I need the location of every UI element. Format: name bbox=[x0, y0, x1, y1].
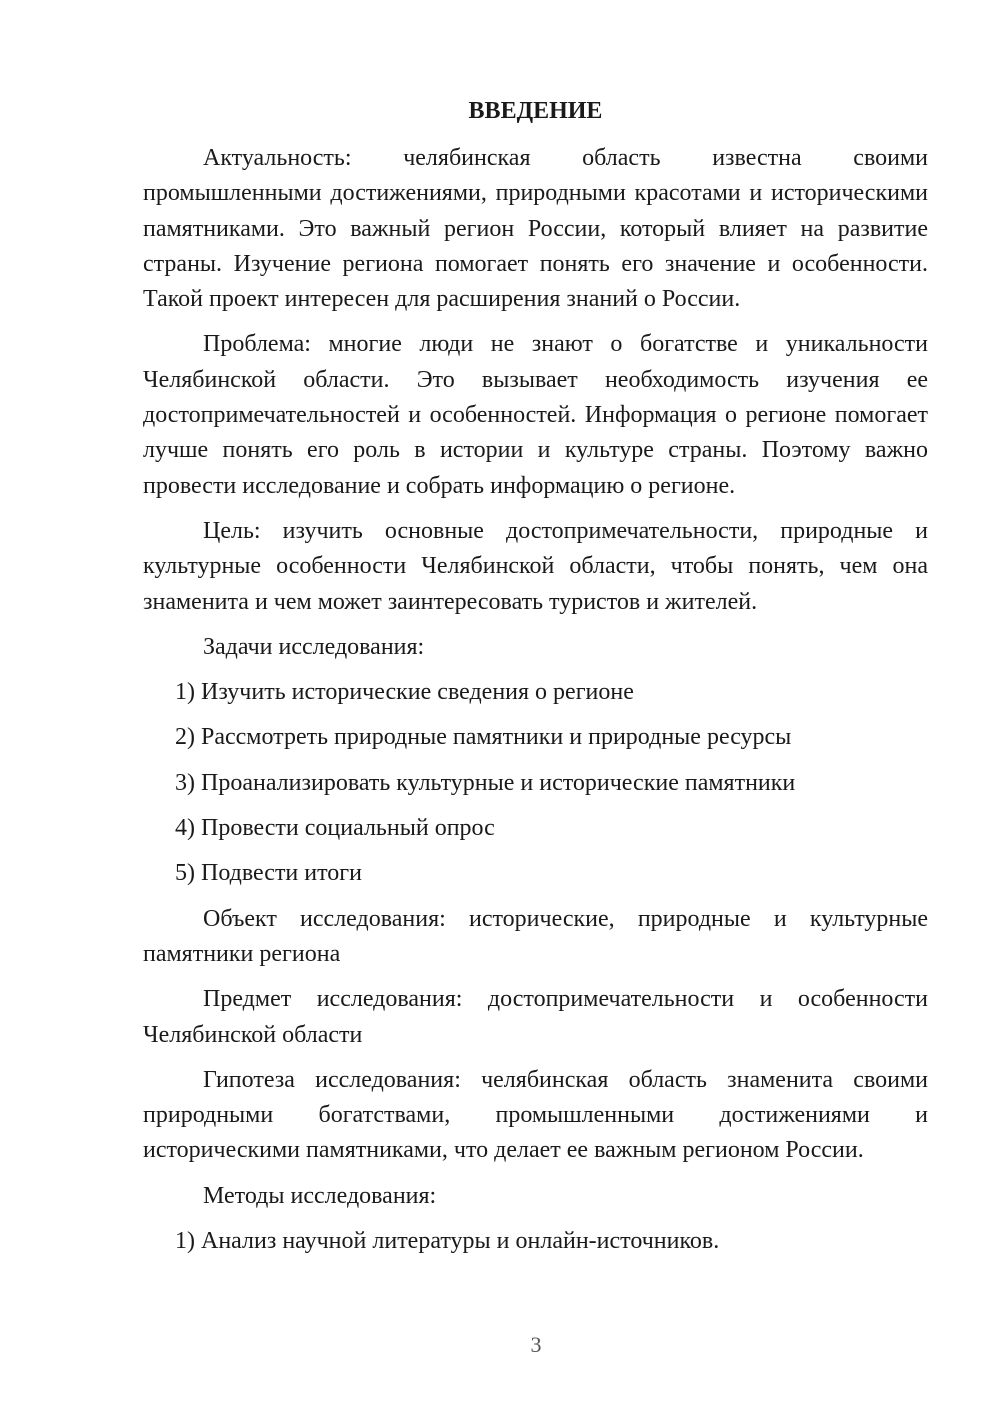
object-paragraph: Объект исследования: исторические, природные и культурные памятники региона bbox=[143, 905, 928, 967]
methods-list bbox=[143, 1224, 928, 1259]
methods-label: Методы исследования: bbox=[203, 1182, 437, 1209]
tasks-list bbox=[143, 675, 928, 891]
task-item: 5) Подвести итоги bbox=[175, 860, 362, 887]
subject-paragraph: Предмет исследования: достопримечательности и особенности Челябинской области bbox=[143, 986, 928, 1048]
task-item: 1) Изучить исторические сведения о регионе bbox=[175, 679, 634, 706]
tasks-label: Задачи исследования: bbox=[203, 633, 425, 660]
page-number: 3 bbox=[530, 1332, 542, 1357]
task-item: 3) Проанализировать культурные и исторические памятники bbox=[175, 769, 796, 796]
problem-paragraph: Проблема: многие люди не знают о богатстве и уникальности Челябинской области. Это вызывает необходимость изучения ее достопримечательностей и особенностей. Информация о регионе помогает лучше понять его роль в истории и культуре страны. Поэтому важно провести исследование и собрать информацию о регионе. bbox=[143, 331, 928, 499]
task-item: 4) Провести социальный опрос bbox=[175, 815, 495, 842]
task-item: 2) Рассмотреть природные памятники и природные ресурсы bbox=[175, 724, 792, 751]
section-heading: ВВЕДЕНИЕ bbox=[468, 98, 603, 124]
document-body bbox=[143, 94, 928, 1269]
relevance-paragraph: Актуальность: челябинская область известна своими промышленными достижениями, природными красотами и историческими памятниками. Это важный регион России, который влияет на развитие страны. Изучение региона помогает понять его значение и особенности. Такой проект интересен для расширения знаний о России. bbox=[143, 145, 928, 313]
hypothesis-paragraph: Гипотеза исследования: челябинская область знаменита своими природными богатствами, промышленными достижениями и историческими памятниками, что делает ее важным регионом России. bbox=[143, 1066, 928, 1164]
goal-paragraph: Цель: изучить основные достопримечательности, природные и культурные особенности Челябинской области, чтобы понять, чем она знаменита и чем может заинтересовать туристов и жителей. bbox=[143, 517, 928, 615]
method-item: 1) Анализ научной литературы и онлайн-источников. bbox=[175, 1228, 720, 1255]
